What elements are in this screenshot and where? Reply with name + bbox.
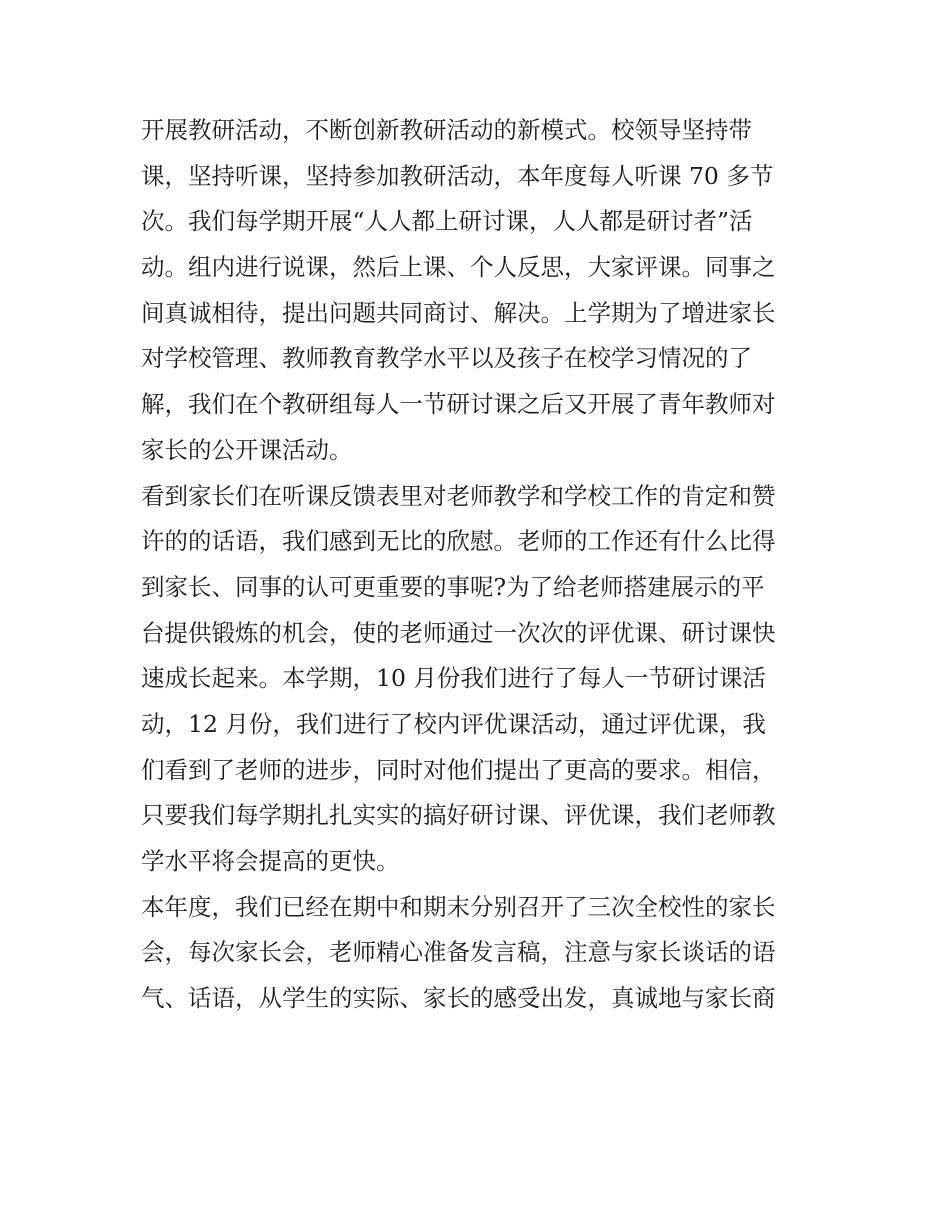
text-line: 许的的话语，我们感到无比的欣慰。老师的工作还有什么比得 [141,527,776,556]
text-line: 气、话语，从学生的实际、家长的感受出发，真诚地与家长商 [141,984,776,1013]
text-line: 动。组内进行说课，然后上课、个人反思，大家评课。同事之 [141,253,776,282]
text-line: 间真诚相待，提出问题共同商讨、解决。上学期为了增进家长 [141,298,776,327]
text-line: 看到家长们在听课反馈表里对老师教学和学校工作的肯定和赞 [141,481,776,510]
text-line: 台提供锻炼的机会，使的老师通过一次次的评优课、研讨课快 [141,618,776,647]
text-line: 动，12 月份，我们进行了校内评优课活动，通过评优课，我 [141,709,766,738]
text-line: 到家长、同事的认可更重要的事呢?为了给老师搭建展示的平 [141,572,765,601]
text-line: 开展教研活动，不断创新教研活动的新模式。校领导坚持带 [141,116,752,144]
text-line: 课，坚持听课，坚持参加教研活动，本年度每人听课 70 多节 [141,161,774,190]
text-line: 次。我们每学期开展“人人都上研讨课，人人都是研讨者”活 [141,207,753,236]
text-line: 解，我们在个教研组每人一节研讨课之后又开展了青年教师对 [141,390,776,419]
text-line: 家长的公开课活动。 [141,435,353,464]
text-line: 只要我们每学期扎扎实实的搞好研讨课、评优课，我们老师教 [141,801,776,830]
body-text [141,108,821,1022]
text-line: 会，每次家长会，老师精心准备发言稿，注意与家长谈话的语 [141,938,776,967]
text-line: 学水平将会提高的更快。 [141,847,400,875]
text-line: 速成长起来。本学期，10 月份我们进行了每人一节研讨课活 [141,664,766,693]
text-line: 本年度，我们已经在期中和期末分别召开了三次全校性的家长 [141,892,776,921]
text-line: 们看到了老师的进步，同时对他们提出了更高的要求。相信， [141,755,776,784]
text-line: 对学校管理、教师教育教学水平以及孩子在校学习情况的了 [141,344,752,373]
